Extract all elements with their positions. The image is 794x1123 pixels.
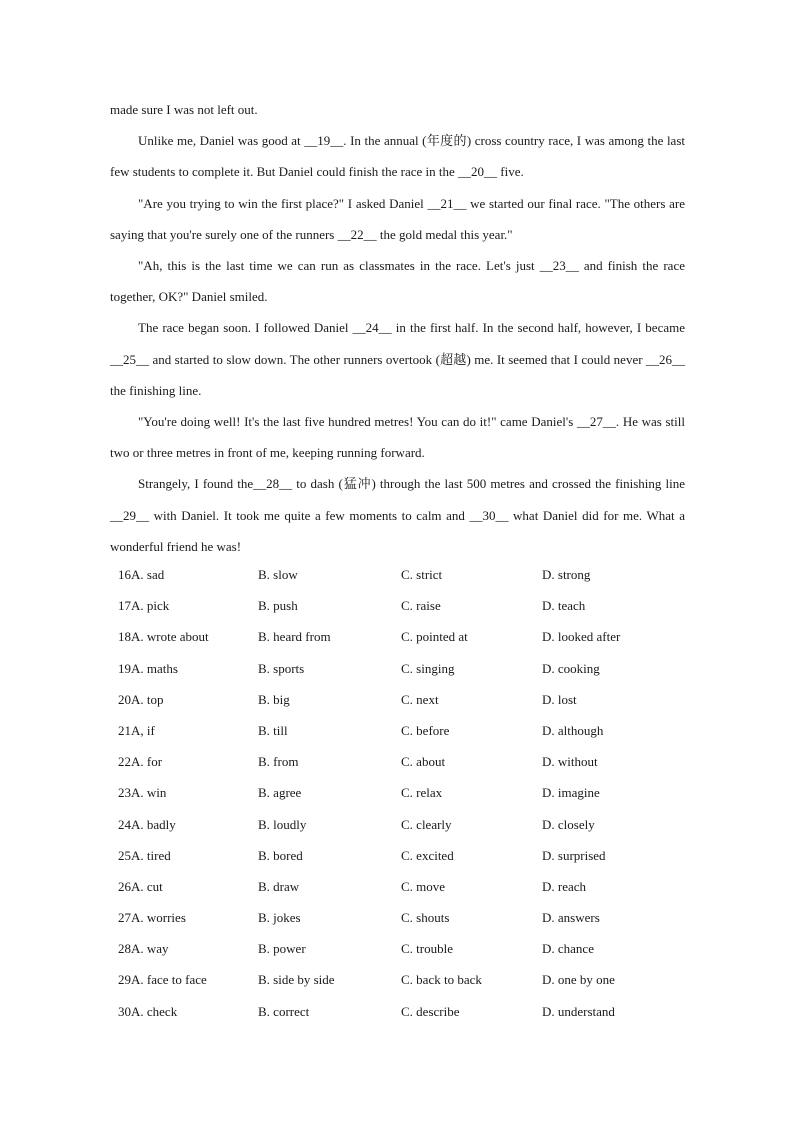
option-c: C. about [401, 754, 446, 770]
option-a: 26A. cut [118, 878, 163, 894]
option-a: 19A. maths [118, 660, 178, 676]
option-d: D. answers [542, 910, 600, 926]
option-b: B. draw [258, 878, 300, 894]
passage-paragraph: "Ah, this is the last time we can run as classmates in the race. Let's just __23__ and finish the race together, OK?" Daniel smiled. [110, 258, 685, 305]
option-d: D. strong [542, 567, 591, 582]
option-c: C. relax [401, 785, 443, 801]
option-b: B. jokes [258, 910, 301, 926]
passage-paragraph: The race began soon. I followed Daniel __24__ in the first half. In the second half, however, I became __25__ and started to slow down. The other runners overtook (超越) me. It seemed that I could never __26__ the finishing line. [110, 320, 685, 398]
option-d: D. imagine [542, 785, 600, 801]
passage-paragraph: Strangely, I found the__28__ to dash (猛冲) through the last 500 metres and crossed the finishing line __29__ with Daniel. It took me quite a few moments to calm and __30__ what Daniel did for me. What a wonderful friend he was! [110, 476, 685, 554]
option-d: D. lost [542, 691, 577, 707]
option-a: 20A. top [118, 691, 164, 707]
question-row [118, 964, 678, 995]
option-b: B. power [258, 941, 306, 957]
passage-paragraph: made sure I was not left out. [110, 102, 258, 117]
question-row [118, 840, 678, 871]
option-a: 17A. pick [118, 598, 170, 614]
option-b: B. till [258, 722, 288, 738]
option-b: B. push [258, 598, 298, 614]
option-d: D. cooking [542, 660, 600, 676]
question-row [118, 621, 678, 652]
option-c: C. describe [401, 1003, 460, 1019]
passage-paragraph: "You're doing well! It's the last five hundred metres! You can do it!" came Daniel's __27__. He was still two or three metres in front of me, keeping running forward. [110, 414, 685, 461]
option-c: C. next [401, 691, 439, 707]
option-d: D. reach [542, 878, 587, 894]
option-b: B. sports [258, 660, 305, 676]
question-row [118, 777, 678, 808]
question-row [118, 933, 678, 964]
option-b: B. big [258, 691, 290, 707]
question-row [118, 715, 678, 746]
answer-options [118, 559, 678, 1027]
option-b: B. agree [258, 785, 302, 801]
option-d: D. without [542, 754, 598, 770]
option-a: 27A. worries [118, 910, 186, 926]
option-c: C. move [401, 878, 446, 894]
passage-paragraph: "Are you trying to win the first place?" I asked Daniel __21__ we started our final race. "The others are saying that you're surely one of the runners __22__ the gold medal this year." [110, 195, 685, 242]
option-b: B. side by side [258, 972, 335, 988]
passage-paragraph: Unlike me, Daniel was good at __19__. In the annual (年度的) cross country race, I was among the last few students to complete it. But Daniel could finish the race in the __20__ five. [110, 133, 685, 180]
question-row [118, 590, 678, 621]
option-c: C. strict [401, 567, 443, 582]
option-a: 22A. for [118, 754, 163, 770]
option-d: D. closely [542, 816, 595, 832]
option-d: D. one by one [542, 972, 615, 988]
option-c: C. trouble [401, 941, 453, 957]
option-c: C. shouts [401, 910, 450, 926]
reading-passage [110, 94, 685, 562]
option-c: C. before [401, 722, 450, 738]
option-a: 29A. face to face [118, 972, 207, 988]
option-b: B. correct [258, 1003, 310, 1019]
question-row [118, 746, 678, 777]
option-b: B. bored [258, 847, 303, 863]
option-d: D. although [542, 722, 604, 738]
option-c: C. clearly [401, 816, 452, 832]
option-a: 21A, if [118, 722, 155, 738]
option-d: D. looked after [542, 629, 621, 645]
option-b: B. slow [258, 567, 298, 582]
option-c: C. raise [401, 598, 441, 614]
question-row [118, 996, 678, 1027]
question-row [118, 871, 678, 902]
option-c: C. back to back [401, 972, 482, 988]
option-a: 24A. badly [118, 816, 176, 832]
option-d: D. chance [542, 941, 594, 957]
option-b: B. from [258, 754, 299, 770]
option-a: 18A. wrote about [118, 629, 209, 645]
question-row [118, 684, 678, 715]
option-c: C. singing [401, 660, 455, 676]
option-a: 25A. tired [118, 847, 171, 863]
question-row [118, 902, 678, 933]
option-a: 28A. way [118, 941, 169, 957]
option-d: D. understand [542, 1003, 615, 1019]
option-a: 30A. check [118, 1003, 178, 1019]
option-c: C. pointed at [401, 629, 468, 645]
question-row [118, 809, 678, 840]
question-row [118, 559, 678, 590]
option-b: B. heard from [258, 629, 331, 645]
option-d: D. surprised [542, 847, 606, 863]
option-d: D. teach [542, 598, 586, 614]
option-c: C. excited [401, 847, 454, 863]
option-a: 23A. win [118, 785, 167, 801]
question-row [118, 653, 678, 684]
option-b: B. loudly [258, 816, 307, 832]
option-a: 16A. sad [118, 567, 165, 582]
